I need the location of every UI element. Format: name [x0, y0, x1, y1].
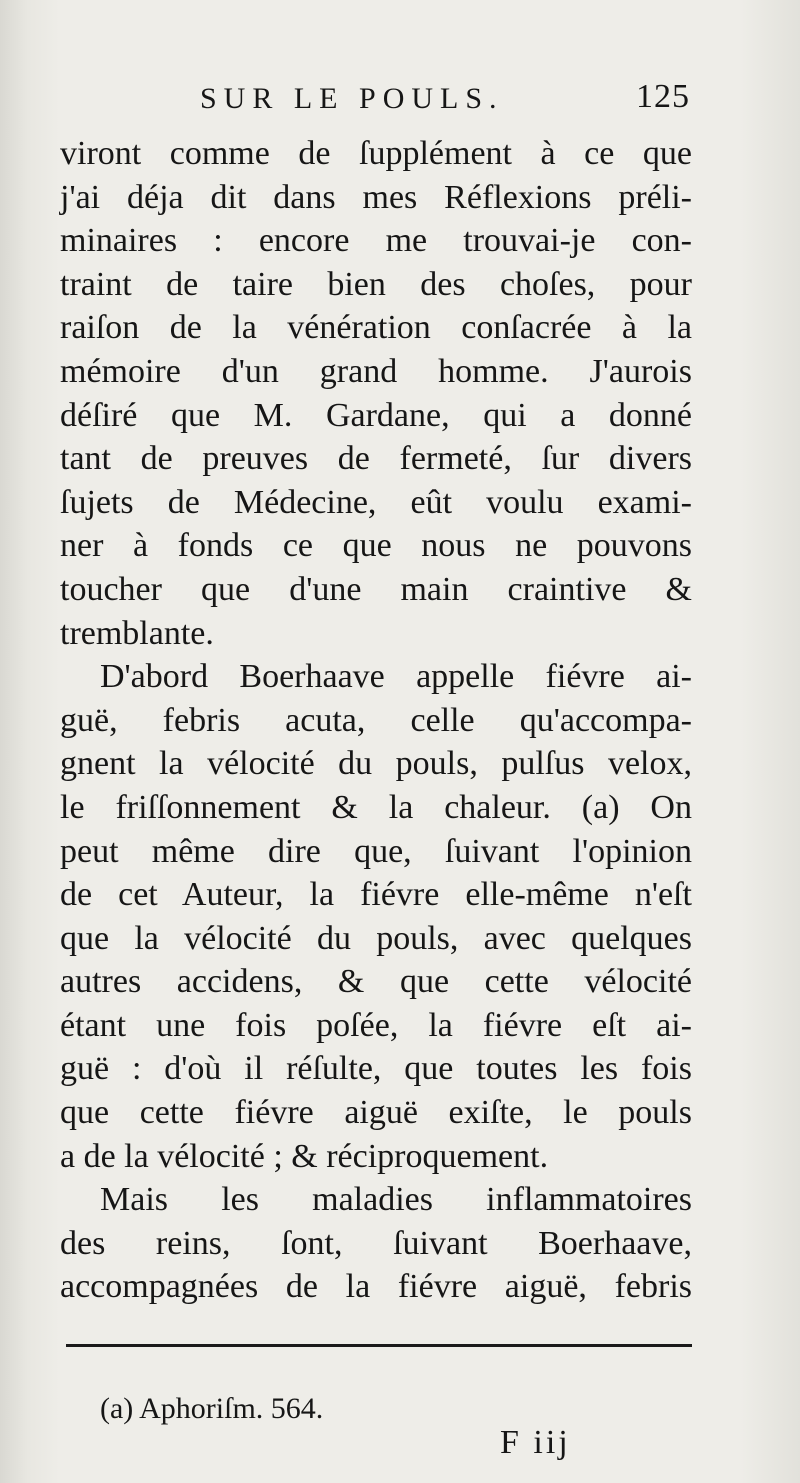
paragraph-last-line: tremblante. [60, 614, 214, 652]
text-line: ner à fonds ce que nous ne pouvons [60, 527, 692, 565]
text-line: accompagnées de la fiévre aiguë, febris [60, 1268, 692, 1306]
page-number: 125 [636, 78, 690, 115]
footnote-divider [66, 1344, 692, 1347]
text-line: gnent la vélocité du pouls, pulſus velox, [60, 745, 692, 783]
text-line: déſiré que M. Gardane, qui a donné [60, 396, 692, 434]
text-line: raiſon de la vénération conſacrée à la [60, 309, 692, 347]
page-header [60, 78, 690, 122]
text-line: peut même dire que, ſuivant l'opinion [60, 832, 692, 870]
text-line: guë : d'où il réſulte, que toutes les fois [60, 1050, 692, 1088]
paragraph-first-line: Mais les maladies inflammatoires [100, 1181, 692, 1219]
text-line: tant de preuves de fermeté, ſur divers [60, 440, 692, 478]
text-line: autres accidens, & que cette vélocité [60, 963, 692, 1001]
signature-mark: F iij [500, 1424, 571, 1461]
text-line: que cette fiévre aiguë exiſte, le pouls [60, 1094, 692, 1132]
text-line: traint de taire bien des choſes, pour [60, 265, 692, 303]
paragraph-last-line: a de la vélocité ; & réciproquement. [60, 1137, 549, 1175]
text-line: ſujets de Médecine, eût voulu exami- [60, 483, 692, 521]
text-line: toucher que d'une main craintive & [60, 570, 692, 608]
text-line: mémoire d'un grand homme. J'aurois [60, 352, 692, 390]
text-line: le friſſonnement & la chaleur. (a) On [60, 788, 692, 826]
body-text [60, 132, 692, 1309]
text-line: j'ai déja dit dans mes Réflexions préli- [60, 178, 692, 216]
text-line: minaires : encore me trouvai-je con- [60, 222, 692, 260]
text-line: viront comme de ſupplément à ce que [60, 135, 692, 172]
text-line: que la vélocité du pouls, avec quelques [60, 919, 692, 957]
text-line: des reins, ſont, ſuivant Boerhaave, [60, 1224, 692, 1262]
running-title: SUR LE POULS. [200, 82, 504, 115]
text-line: étant une fois poſée, la fiévre eſt ai- [60, 1006, 692, 1044]
text-line: guë, febris acuta, celle qu'accompa- [60, 701, 692, 739]
paragraph-first-line: D'abord Boerhaave appelle fiévre ai- [100, 658, 692, 696]
text-line: de cet Auteur, la fiévre elle-même n'eſt [60, 876, 692, 914]
footnote: (a) Aphoriſm. 564. [100, 1392, 324, 1425]
